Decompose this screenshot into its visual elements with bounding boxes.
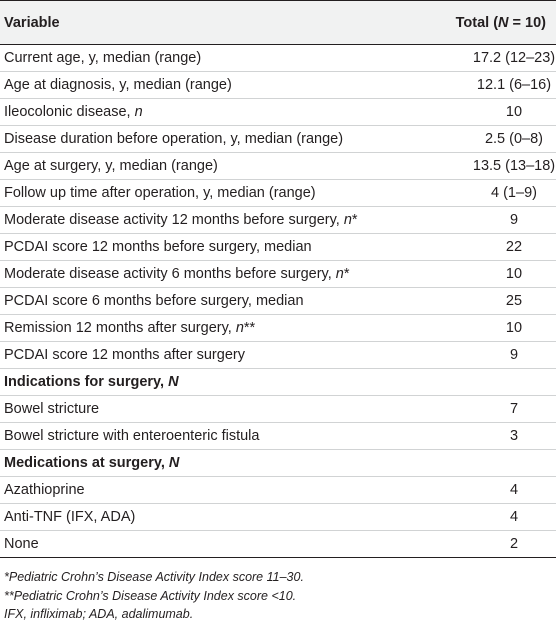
variable-label: PCDAI score 6 months before surgery, median <box>4 293 304 309</box>
variable-label: PCDAI score 12 months after surgery <box>4 347 245 363</box>
variable-cell <box>0 531 418 558</box>
variable-cell <box>0 234 418 261</box>
header-variable: Variable <box>4 14 60 31</box>
table-row <box>0 153 556 180</box>
variable-count-symbol: n <box>134 104 143 120</box>
footnote: **Pediatric Crohn’s Disease Activity Index score <10. <box>4 588 297 603</box>
variable-label: Medications at surgery, <box>4 455 169 471</box>
variable-cell <box>0 153 418 180</box>
table-section-row <box>0 450 556 477</box>
table-body <box>0 45 556 558</box>
footnote-marker: ** <box>243 320 256 336</box>
variable-cell <box>0 423 418 450</box>
table-row <box>0 396 556 423</box>
variable-cell <box>0 477 418 504</box>
variable-label: Disease duration before operation, y, median (range) <box>4 131 344 147</box>
footnote: *Pediatric Crohn’s Disease Activity Index score 11–30. <box>4 570 304 584</box>
variable-count-symbol: N <box>168 374 179 390</box>
table-row <box>0 180 556 207</box>
table-row <box>0 477 556 504</box>
total-value-cell: 7 <box>509 401 519 417</box>
table-row <box>0 72 556 99</box>
variable-count-symbol: n <box>335 266 344 282</box>
header-total-suffix: = 10) <box>508 14 546 31</box>
total-value-cell: 10 <box>505 320 523 336</box>
variable-cell <box>0 261 418 288</box>
total-value-cell: 10 <box>505 104 523 120</box>
total-value-cell <box>418 450 556 477</box>
footnote-marker: * <box>343 266 350 282</box>
table-row <box>0 423 556 450</box>
variable-label: Follow up time after operation, y, median (range) <box>4 185 316 201</box>
variable-cell <box>0 45 418 72</box>
variable-label: PCDAI score 12 months before surgery, median <box>4 239 312 255</box>
total-value-cell: 4 (1–9) <box>491 185 537 201</box>
total-value-cell: 2 <box>509 536 519 552</box>
variable-count-symbol: n <box>343 212 352 228</box>
variable-cell <box>0 99 418 126</box>
variable-cell <box>0 315 418 342</box>
variable-cell <box>0 180 418 207</box>
total-value-cell: 9 <box>509 347 519 363</box>
header-total-prefix: Total ( <box>455 14 499 31</box>
table-row <box>0 45 556 72</box>
variable-count-symbol: n <box>235 320 244 336</box>
total-value-cell: 13.5 (13–18) <box>472 158 556 174</box>
header-total <box>418 1 556 45</box>
table-footnotes <box>4 568 552 624</box>
footnote: IFX, infliximab; ADA, adalimumab. <box>4 607 194 621</box>
variable-label: Moderate disease activity 12 months before surgery, <box>4 212 344 228</box>
total-value-cell: 12.1 (6–16) <box>476 77 552 93</box>
variable-count-symbol: N <box>168 455 180 471</box>
total-value-cell: 10 <box>505 266 523 282</box>
total-value-cell: 3 <box>509 428 519 444</box>
table-row <box>0 261 556 288</box>
table-row <box>0 288 556 315</box>
table-section-row <box>0 369 556 396</box>
variable-label: Remission 12 months after surgery, <box>4 320 236 336</box>
variable-cell <box>0 126 418 153</box>
footnote-marker: * <box>351 212 358 228</box>
table-row <box>0 504 556 531</box>
variable-cell <box>0 450 418 477</box>
total-value-cell: 2.5 (0–8) <box>484 131 544 147</box>
variable-label: Azathioprine <box>4 482 85 498</box>
variable-label: Age at diagnosis, y, median (range) <box>4 77 232 93</box>
table-row <box>0 342 556 369</box>
table-row <box>0 99 556 126</box>
table-row <box>0 531 556 558</box>
header-total-n: N <box>498 14 509 31</box>
variable-label: None <box>4 536 39 552</box>
table-row <box>0 234 556 261</box>
variable-cell <box>0 342 418 369</box>
table-header-row <box>0 1 556 45</box>
variable-cell <box>0 207 418 234</box>
variable-cell <box>0 369 418 396</box>
variable-label: Moderate disease activity 6 months before surgery, <box>4 266 336 282</box>
table-row <box>0 315 556 342</box>
variable-label: Indications for surgery, <box>4 374 169 390</box>
variable-label: Current age, y, median (range) <box>4 50 202 66</box>
total-value-cell: 4 <box>509 509 519 525</box>
variable-label: Age at surgery, y, median (range) <box>4 158 218 174</box>
table-row <box>0 126 556 153</box>
table-row <box>0 207 556 234</box>
variable-cell <box>0 288 418 315</box>
total-value-cell <box>418 369 556 396</box>
variable-cell <box>0 504 418 531</box>
total-value-cell: 9 <box>509 212 519 228</box>
variable-label: Ileocolonic disease, <box>4 104 135 120</box>
total-value-cell: 22 <box>505 239 523 255</box>
variable-label: Bowel stricture with enteroenteric fistula <box>4 428 260 444</box>
total-value-cell: 25 <box>505 293 523 309</box>
variable-label: Anti-TNF (IFX, ADA) <box>4 509 136 525</box>
variable-cell <box>0 72 418 99</box>
total-value-cell: 17.2 (12–23) <box>472 50 556 66</box>
total-value-cell: 4 <box>509 482 519 498</box>
variable-cell <box>0 396 418 423</box>
variable-label: Bowel stricture <box>4 401 100 417</box>
